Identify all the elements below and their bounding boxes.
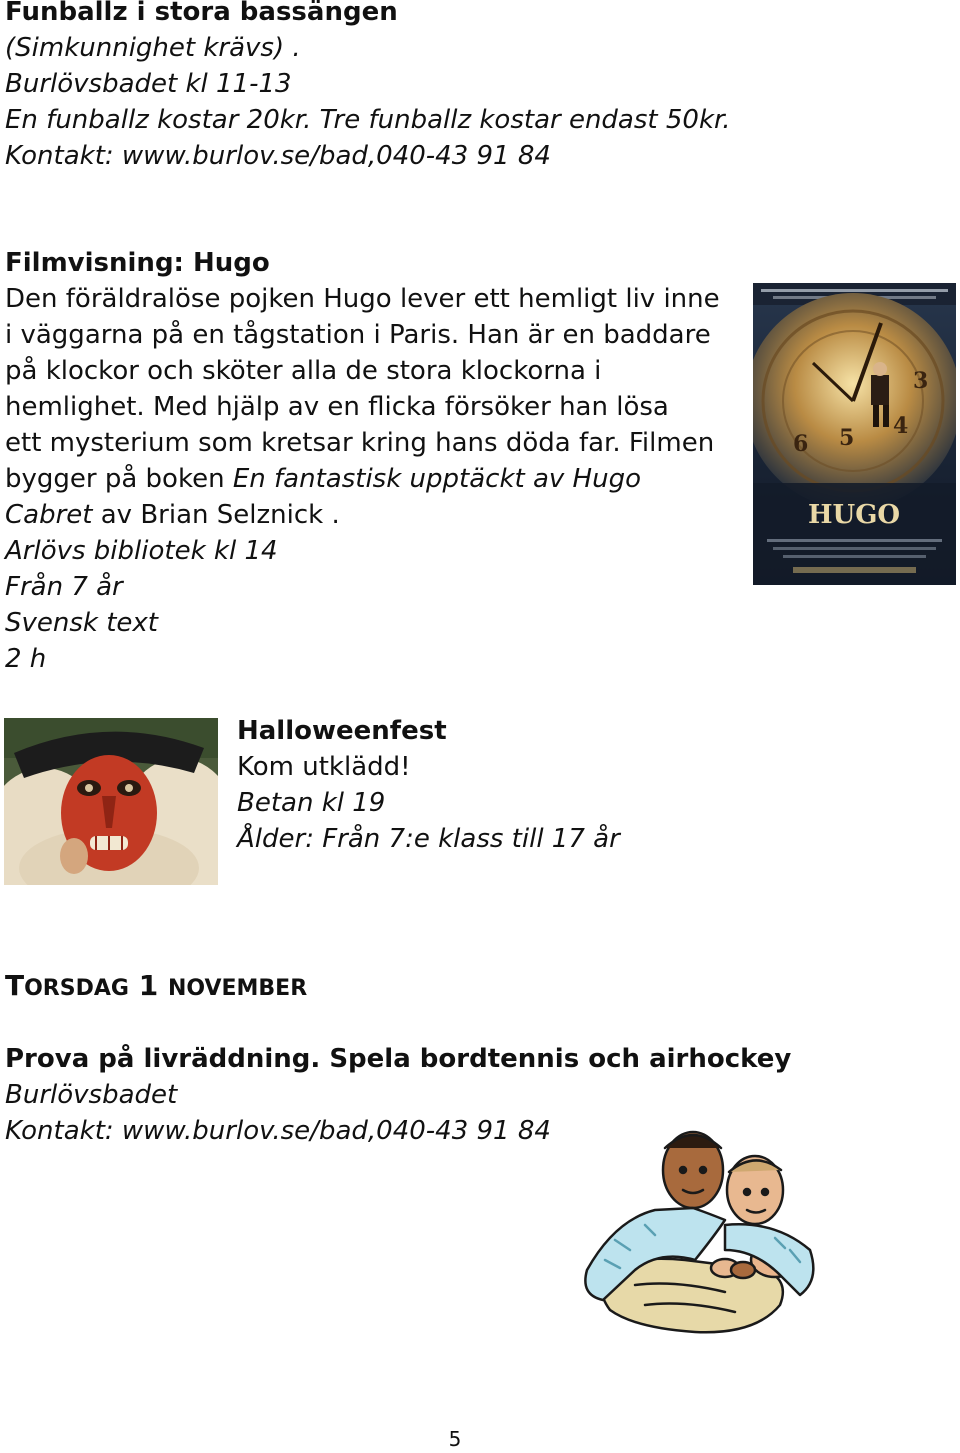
film-duration: 2 h (5, 644, 47, 674)
svg-text:3: 3 (913, 368, 929, 394)
svg-text:5: 5 (839, 425, 855, 451)
film-book-line-2 (5, 497, 720, 533)
funballz-section (5, 0, 731, 174)
hugo-poster-image (753, 283, 956, 585)
halloween-dress-code: Kom utklädd! (237, 752, 411, 782)
film-title: Filmvisning: Hugo (5, 248, 270, 278)
film-age: Från 7 år (5, 572, 123, 602)
day-heading-initial: T (5, 969, 25, 1002)
funballz-contact: Kontakt: www.burlov.se/bad,040-43 91 84 (5, 141, 551, 171)
lifesaving-illustration (575, 1120, 825, 1350)
day-heading (5, 966, 307, 1009)
film-place-time: Arlövs bibliotek kl 14 (5, 536, 278, 566)
halloween-age: Ålder: Från 7:e klass till 17 år (237, 824, 620, 854)
film-book-line-1 (5, 461, 720, 497)
film-desc-line-1: Den föräldralöse pojken Hugo lever ett hemligt liv inne (5, 284, 720, 314)
funballz-place-time: Burlövsbadet kl 11-13 (5, 69, 292, 99)
lifesaving-title: Prova på livräddning. Spela bordtennis och airhockey (5, 1044, 792, 1074)
lifesaving-place: Burlövsbadet (5, 1080, 178, 1110)
film-subtitles: Svensk text (5, 608, 159, 638)
film-desc-line-5: ett mysterium som kretsar kring hans döda far. Filmen (5, 428, 715, 458)
funballz-swim-requirement: (Simkunnighet krävs) . (5, 33, 301, 63)
film-book-suffix: av Brian Selznick . (92, 500, 340, 530)
poster-title: HUGO (807, 500, 901, 530)
halloween-section (237, 713, 620, 857)
day-heading-text (5, 966, 307, 1009)
svg-text:4: 4 (893, 413, 909, 439)
svg-text:6: 6 (793, 431, 809, 457)
film-book-prefix: bygger på boken (5, 464, 233, 494)
lifesaving-contact: Kontakt: www.burlov.se/bad,040-43 91 84 (5, 1116, 551, 1146)
halloween-place-time: Betan kl 19 (237, 788, 386, 818)
film-desc-line-3: på klockor och sköter alla de stora klockorna i (5, 356, 602, 386)
funballz-title: Funballz i stora bassängen (5, 0, 398, 27)
day-heading-date: 1 (128, 969, 168, 1002)
film-book-title-2: Cabret (5, 500, 93, 530)
halloween-mask-image (4, 718, 218, 885)
film-desc-line-2: i väggarna på en tågstation i Paris. Han är en baddare (5, 320, 711, 350)
day-heading-weekday-rest: ORSDAG (24, 976, 129, 1001)
page-number: 5 (448, 1427, 462, 1451)
funballz-price: En funballz kostar 20kr. Tre funballz kostar endast 50kr. (5, 105, 731, 135)
day-heading-month: NOVEMBER (167, 976, 308, 1001)
film-section (5, 245, 720, 677)
halloween-title: Halloweenfest (237, 716, 447, 746)
film-desc-line-4: hemlighet. Med hjälp av en flicka försöker han lösa (5, 392, 669, 422)
film-book-title-1: En fantastisk upptäckt av Hugo (232, 464, 641, 494)
